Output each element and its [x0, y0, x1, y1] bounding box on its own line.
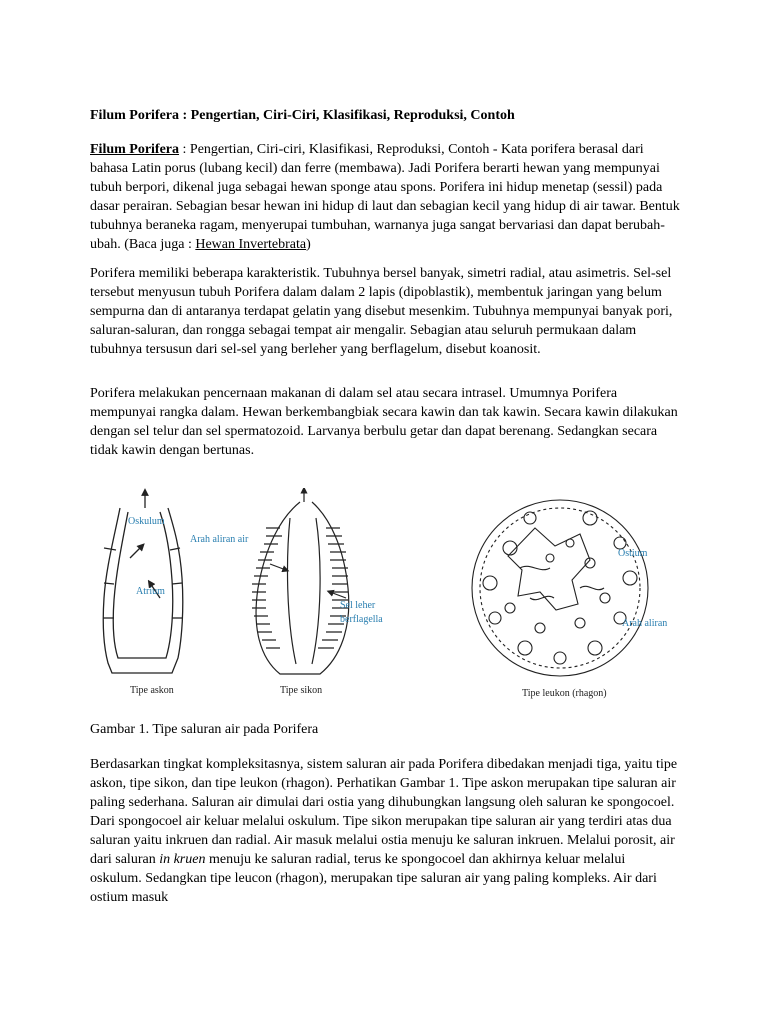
- label-tipe-askon: Tipe askon: [130, 685, 174, 696]
- label-arah-aliran: Arah aliran: [622, 618, 668, 629]
- figure-canal-types: [90, 488, 686, 706]
- label-sel-leher: Sel leher: [340, 600, 376, 611]
- lead-term: Filum Porifera: [90, 142, 180, 157]
- paragraph-reproduction: Porifera melakukan pencernaan makanan di dalam sel atau secara intrasel. Umumnya Porifera mempunyai rangka dalam. Hewan berkembangbiak secara kawin dan tak kawin. Secara kawin dilakukan dengan sel telur dan sel spermatozoid. Larvanya berbulu getar dan dapat berenang. Sedangkan secara tidak kawin dengan bertunas.: [90, 386, 678, 458]
- paragraph-canal-text-end: menuju ke saluran radial, terus ke spongocoel dan akhirnya keluar melalui oskulum. Sedangkan tipe leucon (rhagon), merupakan tipe saluran air yang paling kompleks. Air dari ostium masuk: [90, 852, 657, 905]
- paragraph-intro: [90, 140, 680, 254]
- paragraph-canal-types: [90, 755, 680, 907]
- label-ostium: Ostium: [618, 548, 648, 559]
- label-tipe-sikon: Tipe sikon: [280, 685, 323, 696]
- link-hewan-invertebrata[interactable]: Hewan Invertebrata: [195, 237, 307, 252]
- label-berflagella: berflagella: [340, 614, 383, 625]
- paragraph-canal-text: Berdasarkan tingkat kompleksitasnya, sistem saluran air pada Porifera dibedakan menjadi tiga, yaitu tipe askon, tipe sikon, dan tipe leukon (rhagon). Perhatikan Gambar 1. Tipe askon merupakan tipe saluran air paling sederhana. Saluran air dimulai dari ostia yang dihubungkan langsung oleh saluran ke spongocoel. Dari spongocoel air keluar melalui oskulum. Tipe sikon merupakan tipe saluran air yang terdiri atas dua saluran yaitu inkruen dan radial. Air masuk melalui ostia menuju ke saluran inkruen. Melalui porosit, air dari saluran: [90, 757, 678, 867]
- paragraph-intro-close: ): [306, 237, 311, 252]
- label-tipe-leukon: Tipe leukon (rhagon): [522, 688, 607, 699]
- label-atrium: Atrium: [136, 586, 165, 597]
- figure-illustration: [90, 488, 686, 706]
- label-arah-aliran-air: Arah aliran air: [190, 534, 249, 545]
- italic-term: in kruen: [159, 852, 206, 867]
- label-oskulum: Oskulum: [128, 516, 165, 527]
- paragraph-intro-text: : Pengertian, Ciri-ciri, Klasifikasi, Reproduksi, Contoh - Kata porifera berasal dari bahasa Latin porus (lubang kecil) dan ferre (membawa). Jadi Porifera berarti hewan yang mempunyai tubuh berpori, dikenal juga sebagai hewan sponge atau spons. Porifera ini hidup menetap (sessil) pada dasar perairan. Sebagian besar hewan ini hidup di laut dan sebagian kecil yang hidup di air tawar. Bentuk tubuhnya beraneka ragam, menyerupai tumbuhan, warnanya juga sangat bervariasi dan dapat berubah-ubah. (Baca juga :: [90, 142, 680, 252]
- leukon-diagram: [472, 500, 648, 676]
- figure-caption: Gambar 1. Tipe saluran air pada Porifera: [90, 722, 319, 737]
- paragraph-characteristics: Porifera memiliki beberapa karakteristik. Tubuhnya bersel banyak, simetri radial, atau asimetris. Sel-sel tersebut menyusun tubuh Porifera dalam dalam 2 lapis (dipoblastik), membentuk jaringan yang belum sempurna dan di antaranya terdapat gelatin yang disebut mesenkim. Tubuhnya mempunyai banyak pori, saluran-saluran, dan rongga sebagai tempat air mengalir. Sebagian atau seluruh permukaan dalam tubuhnya tersusun dari sel-sel yang berleher yang berflagelum, disebut koanosit.: [90, 266, 673, 357]
- sikon-diagram: [252, 490, 349, 674]
- page-title: Filum Porifera : Pengertian, Ciri-Ciri, Klasifikasi, Reproduksi, Contoh: [90, 108, 515, 123]
